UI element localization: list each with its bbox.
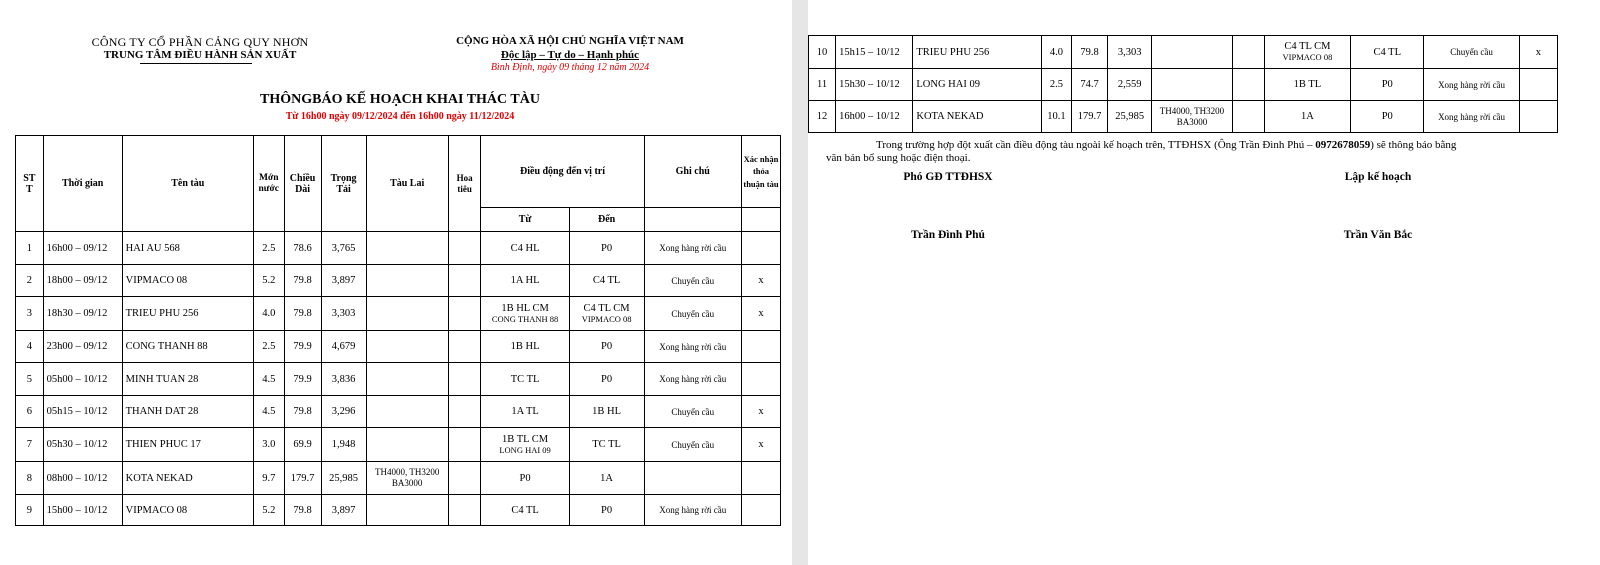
cell-time: 23h00 – 09/12 (43, 331, 122, 363)
cell-confirm (741, 363, 780, 396)
cell-note: Chuyển cầu (1424, 36, 1519, 69)
from-line-1: C4 HL (510, 242, 540, 254)
col-move: Điều động đến vị trí (481, 136, 644, 208)
cell-confirm (741, 495, 780, 526)
cell-note: Xong hàng rời cầu (644, 331, 741, 363)
cell-tug (1152, 101, 1232, 133)
cell-stt: 11 (809, 69, 836, 101)
cell-from (481, 495, 569, 526)
table-row (16, 265, 781, 297)
col-to: Đến (569, 208, 644, 232)
cell-stt: 7 (16, 428, 44, 462)
page-subtitle: Từ 16h00 ngày 09/12/2024 đến 16h00 ngày 11/12/2024 (285, 111, 515, 122)
cell-pilot (448, 495, 481, 526)
cell-stt: 6 (16, 396, 44, 428)
cell-draft: 2.5 (253, 331, 284, 363)
cell-pilot (1232, 101, 1264, 133)
cell-from (1264, 69, 1350, 101)
cell-length: 79.8 (284, 495, 321, 526)
cell-pilot (448, 331, 481, 363)
cell-draft: 4.5 (253, 396, 284, 428)
table-row (809, 69, 1558, 101)
from-line-1: P0 (519, 472, 531, 484)
tug-line-1: TH4000, TH3200 (374, 467, 440, 477)
cell-ship: THANH DAT 28 (122, 396, 253, 428)
cell-tonnage: 3,836 (321, 363, 366, 396)
cell-tug (366, 232, 448, 265)
from-line-2: CONG THANH 88 (491, 313, 559, 324)
col-from: Từ (481, 208, 569, 232)
table-row (16, 495, 781, 526)
to-line-1: P0 (601, 373, 613, 385)
col-confirm-sub (741, 208, 780, 232)
notice-line-2: văn bản bổ sung hoặc điện thoại. (826, 152, 971, 164)
cell-to (569, 428, 644, 462)
cell-tug (1152, 36, 1232, 69)
cell-stt: 9 (16, 495, 44, 526)
cell-length: 69.9 (284, 428, 321, 462)
notice-phone: 0972678059 (1315, 139, 1371, 151)
cell-length: 79.8 (1072, 36, 1108, 69)
cell-confirm (741, 232, 780, 265)
place-date: Bình Định, ngày 09 tháng 12 năm 2024 (490, 62, 650, 73)
cell-note: Chuyển cầu (644, 265, 741, 297)
cell-time: 05h30 – 10/12 (43, 428, 122, 462)
cell-tug (366, 462, 448, 495)
cell-pilot (448, 297, 481, 331)
cell-note: Chuyển cầu (644, 396, 741, 428)
to-line-1: P0 (601, 341, 613, 352)
cell-time: 05h15 – 10/12 (43, 396, 122, 428)
sign-right-role: Lập kế hoạch (1344, 171, 1412, 183)
cell-tug (366, 428, 448, 462)
col-note-sub (644, 208, 741, 232)
cell-draft: 2.5 (253, 232, 284, 265)
cell-ship: CONG THANH 88 (122, 331, 253, 363)
center-name-text: TRUNG TÂM ĐIỀU HÀNH SẢN XUẤT (103, 49, 297, 61)
cell-confirm: x (741, 396, 780, 428)
cell-stt: 3 (16, 297, 44, 331)
cell-confirm: x (741, 297, 780, 331)
cell-from (481, 331, 569, 363)
cell-draft: 4.5 (253, 363, 284, 396)
cell-from (481, 462, 569, 495)
cell-stt: 2 (16, 265, 44, 297)
cell-ship: TRIEU PHU 256 (913, 36, 1042, 69)
cell-from (481, 265, 569, 297)
col-pilot: Hoa tiêu (448, 136, 481, 232)
cell-draft: 5.2 (253, 495, 284, 526)
cell-to (569, 265, 644, 297)
schedule-table (15, 135, 781, 526)
table-row (16, 297, 781, 331)
cell-time: 15h30 – 10/12 (836, 69, 913, 101)
cell-tonnage: 3,303 (1108, 36, 1152, 69)
to-line-1: 1A (1301, 111, 1314, 122)
from-line-1: 1A HL (510, 275, 540, 286)
cell-stt: 10 (809, 36, 836, 69)
table-row (16, 462, 781, 495)
cell-ship: MINH TUAN 28 (122, 363, 253, 396)
notice-pre: Trong trường hợp đột xuất cần điều động tàu ngoài kế hoạch trên, TTĐHSX (Ông Trần Đình Phú – (876, 139, 1316, 151)
cell-time: 05h00 – 10/12 (43, 363, 122, 396)
cell-tug (366, 396, 448, 428)
cell-draft: 5.2 (253, 265, 284, 297)
table-row (16, 331, 781, 363)
to-line-1: P0 (601, 504, 613, 516)
to-line-1: C4 TL CM (583, 302, 630, 314)
document-page-1 (0, 0, 792, 565)
cell-stt: 12 (809, 101, 836, 133)
cell-note (644, 462, 741, 495)
cell-time: 18h00 – 09/12 (43, 265, 122, 297)
cell-to: P0 (1351, 69, 1424, 101)
cell-to: P0 (1351, 101, 1424, 133)
to-line-2: VIPMACO 08 (581, 313, 632, 324)
motto (420, 49, 720, 61)
table-row (809, 36, 1558, 69)
cell-from (1264, 101, 1350, 133)
cell-note: Xong hàng rời cầu (644, 363, 741, 396)
cell-ship: VIPMACO 08 (122, 495, 253, 526)
notice-post: ) sẽ thông báo bằng (1370, 139, 1457, 151)
tug-line-2: BA3000 (391, 478, 423, 488)
cell-to (569, 495, 644, 526)
sign-left-name: Trần Đình Phú (911, 229, 985, 241)
cell-tonnage: 1,948 (321, 428, 366, 462)
cell-to (569, 232, 644, 265)
cell-to (569, 331, 644, 363)
cell-length: 79.9 (284, 363, 321, 396)
cell-pilot (448, 232, 481, 265)
table-row (16, 396, 781, 428)
cell-tonnage: 3,897 (321, 265, 366, 297)
cell-time: 16h00 – 09/12 (43, 232, 122, 265)
cell-tonnage: 3,897 (321, 495, 366, 526)
cell-confirm (741, 331, 780, 363)
from-line-1: 1B TL CM (502, 433, 549, 445)
col-tonnage: Trọng Tải (321, 136, 366, 232)
center-name (60, 49, 340, 61)
table-row (16, 428, 781, 462)
from-line-2: LONG HAI 09 (499, 444, 551, 455)
table-row (809, 101, 1558, 133)
cell-length: 78.6 (284, 232, 321, 265)
cell-confirm (741, 462, 780, 495)
cell-note: Xong hàng rời cầu (644, 495, 741, 526)
tug-line-2: BA3000 (1176, 116, 1208, 127)
from-line-1: C4 TL (511, 504, 539, 516)
from-line-1: 1B HL (510, 341, 540, 352)
cell-confirm (1519, 69, 1557, 101)
cell-from (481, 363, 569, 396)
cell-length: 74.7 (1072, 69, 1108, 101)
sign-left-role: Phó GĐ TTĐHSX (903, 171, 993, 183)
cell-tonnage: 25,985 (1108, 101, 1152, 133)
from-line-1: 1A TL (511, 406, 539, 417)
cell-time: 08h00 – 10/12 (43, 462, 122, 495)
col-draft: Mớn nước (253, 136, 284, 232)
table-row (16, 363, 781, 396)
cell-length: 179.7 (1072, 101, 1108, 133)
schedule-table-continued (808, 35, 1558, 133)
cell-from (481, 297, 569, 331)
cell-ship: HAI AU 568 (122, 232, 253, 265)
to-line-1: TC TL (592, 439, 621, 450)
cell-confirm: x (741, 265, 780, 297)
cell-stt: 1 (16, 232, 44, 265)
cell-note: Xong hàng rời cầu (644, 232, 741, 265)
cell-tug (366, 363, 448, 396)
col-confirm: Xác nhận thỏa thuận tàu (741, 136, 780, 208)
cell-time: 16h00 – 10/12 (836, 101, 913, 133)
cell-stt: 5 (16, 363, 44, 396)
col-length: Chiều Dài (284, 136, 321, 232)
col-time: Thời gian (43, 136, 122, 232)
cell-draft: 10.1 (1041, 101, 1071, 133)
cell-ship: TRIEU PHU 256 (122, 297, 253, 331)
to-line-1: C4 TL (592, 275, 621, 286)
table-row (16, 232, 781, 265)
tug-line-1: TH4000, TH3200 (1159, 105, 1225, 116)
cell-tonnage: 3,303 (321, 297, 366, 331)
header-underline (140, 63, 252, 64)
document-page-2 (808, 0, 1600, 565)
sign-right-name: Trần Văn Bắc (1343, 229, 1413, 241)
cell-ship: KOTA NEKAD (913, 101, 1042, 133)
company-name: CÔNG TY CỔ PHẦN CẢNG QUY NHƠN (91, 35, 309, 49)
col-note: Ghi chú (644, 136, 741, 208)
cell-tug (366, 331, 448, 363)
cell-to (569, 297, 644, 331)
cell-note: Xong hàng rời cầu (1424, 101, 1519, 133)
col-ship: Tên tàu (122, 136, 253, 232)
to-line-1: 1B HL (592, 406, 622, 417)
cell-draft: 2.5 (1041, 69, 1071, 101)
cell-length: 79.9 (284, 331, 321, 363)
cell-tug (1152, 69, 1232, 101)
cell-tonnage: 25,985 (321, 462, 366, 495)
cell-stt: 4 (16, 331, 44, 363)
col-stt: ST T (16, 136, 44, 232)
cell-tonnage: 2,559 (1108, 69, 1152, 101)
cell-draft: 4.0 (253, 297, 284, 331)
cell-to (569, 396, 644, 428)
cell-to (569, 462, 644, 495)
cell-ship: VIPMACO 08 (122, 265, 253, 297)
cell-length: 79.8 (284, 297, 321, 331)
cell-length: 79.8 (284, 396, 321, 428)
cell-draft: 4.0 (1041, 36, 1071, 69)
cell-confirm: x (1519, 36, 1557, 69)
cell-ship: KOTA NEKAD (122, 462, 253, 495)
nation-title: CỘNG HÒA XÃ HỘI CHỦ NGHĨA VIỆT NAM (456, 35, 684, 47)
cell-tug (366, 297, 448, 331)
cell-note: Xong hàng rời cầu (1424, 69, 1519, 101)
cell-note: Chuyển cầu (644, 428, 741, 462)
cell-pilot (448, 396, 481, 428)
cell-from (481, 428, 569, 462)
to-line-1: C4 TL CM (1284, 41, 1331, 52)
from-line-1: 1B HL CM (501, 302, 549, 314)
cell-tug (366, 265, 448, 297)
cell-confirm: x (741, 428, 780, 462)
cell-pilot (448, 363, 481, 396)
col-tug: Tàu Lai (366, 136, 448, 232)
cell-tonnage: 3,765 (321, 232, 366, 265)
from-line-1: TC TL (510, 373, 540, 385)
motto-text: Độc lập – Tự do – Hạnh phúc (500, 49, 640, 61)
cell-draft: 9.7 (253, 462, 284, 495)
cell-from (481, 396, 569, 428)
to-line-1: 1B TL (1293, 79, 1322, 90)
to-line-2: VIPMACO 08 (1282, 52, 1333, 62)
cell-tonnage: 3,296 (321, 396, 366, 428)
cell-from (481, 232, 569, 265)
cell-ship: THIEN PHUC 17 (122, 428, 253, 462)
cell-pilot (1232, 36, 1264, 69)
notice-line-1 (876, 139, 1576, 151)
cell-tonnage: 4,679 (321, 331, 366, 363)
to-line-1: 1A (600, 472, 614, 484)
cell-tug (366, 495, 448, 526)
cell-note: Chuyển cầu (644, 297, 741, 331)
to-line-1: P0 (601, 242, 613, 254)
cell-pilot (448, 265, 481, 297)
cell-length: 179.7 (284, 462, 321, 495)
cell-stt: 8 (16, 462, 44, 495)
cell-pilot (1232, 69, 1264, 101)
cell-time: 15h00 – 10/12 (43, 495, 122, 526)
page-title: THÔNGBÁO KẾ HOẠCH KHAI THÁC TÀU (260, 92, 540, 107)
cell-confirm (1519, 101, 1557, 133)
cell-ship: LONG HAI 09 (913, 69, 1042, 101)
cell-pilot (448, 428, 481, 462)
cell-time: 18h30 – 09/12 (43, 297, 122, 331)
cell-time: 15h15 – 10/12 (836, 36, 913, 69)
cell-to: C4 TL (1351, 36, 1424, 69)
cell-pilot (448, 462, 481, 495)
cell-length: 79.8 (284, 265, 321, 297)
cell-draft: 3.0 (253, 428, 284, 462)
cell-from (1264, 36, 1350, 69)
cell-to (569, 363, 644, 396)
